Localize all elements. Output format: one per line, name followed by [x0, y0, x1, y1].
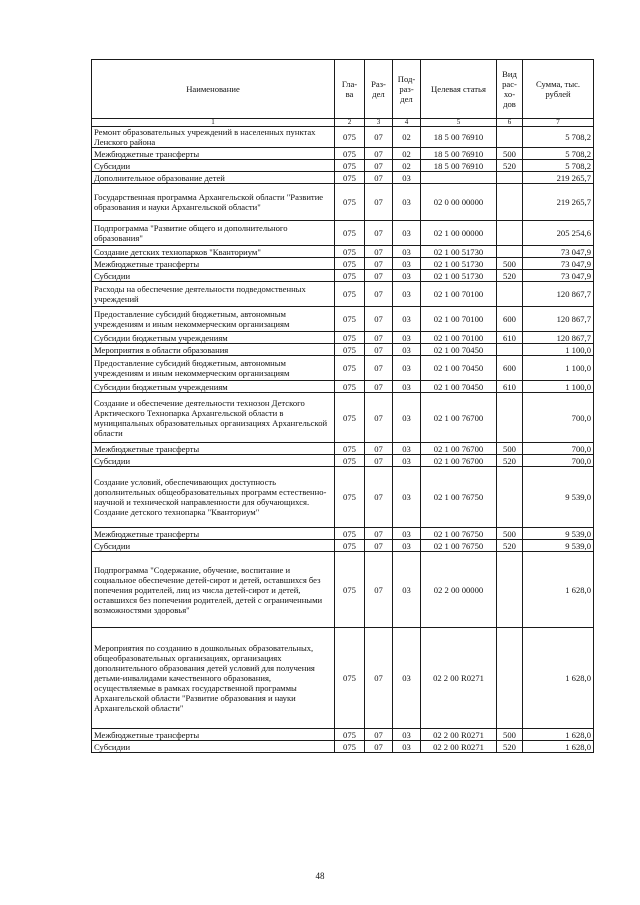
row-sum-cell: 1 628,0: [523, 628, 594, 729]
row-section-cell: 07: [365, 528, 393, 540]
row-expense-type-cell: [497, 282, 523, 307]
budget-table: [91, 59, 594, 753]
row-expense-type-cell: [497, 344, 523, 356]
row-target-cell: 02 1 00 70450: [421, 344, 497, 356]
row-section-cell: 07: [365, 729, 393, 741]
row-target-cell: 02 2 00 R0271: [421, 729, 497, 741]
row-section-cell: 07: [365, 282, 393, 307]
row-sum-cell: 1 100,0: [523, 381, 594, 393]
row-sum-cell: 1 100,0: [523, 356, 594, 381]
row-sum-cell: 9 539,0: [523, 467, 594, 528]
table-row: [92, 172, 594, 184]
row-sum-cell: 9 539,0: [523, 540, 594, 552]
row-subsection-cell: 03: [393, 246, 421, 258]
row-expense-type-cell: [497, 393, 523, 443]
row-sum-cell: 1 628,0: [523, 729, 594, 741]
row-target-cell: 02 1 00 51730: [421, 246, 497, 258]
row-chapter-cell: 075: [335, 344, 365, 356]
row-name-cell: Субсидии бюджетным учреждениям: [92, 332, 335, 344]
row-chapter-cell: 075: [335, 160, 365, 172]
row-section-cell: 07: [365, 221, 393, 246]
row-section-cell: 07: [365, 127, 393, 148]
row-sum-cell: 1 628,0: [523, 552, 594, 628]
row-sum-cell: 1 628,0: [523, 741, 594, 753]
row-chapter-cell: 075: [335, 528, 365, 540]
row-subsection-cell: 03: [393, 270, 421, 282]
row-subsection-cell: 03: [393, 528, 421, 540]
col-number: 1: [92, 119, 335, 127]
row-sum-cell: 120 867,7: [523, 282, 594, 307]
table-row: [92, 344, 594, 356]
row-target-cell: 02 1 00 76700: [421, 443, 497, 455]
row-name-cell: Подпрограмма "Содержание, обучение, воспитание и социальное обеспечение детей-сирот и детей, оставшихся без попечения родителей, лиц из числа детей-сирот и детей, оставшихся без попечения родителей, детей с ограниченными возможностями здоровья": [92, 552, 335, 628]
row-section-cell: 07: [365, 356, 393, 381]
row-chapter-cell: 075: [335, 552, 365, 628]
header-sum: Сумма, тыс. рублей: [523, 60, 594, 119]
table-row: [92, 160, 594, 172]
row-section-cell: 07: [365, 184, 393, 221]
row-subsection-cell: 03: [393, 455, 421, 467]
row-target-cell: 02 1 00 76700: [421, 393, 497, 443]
row-chapter-cell: 075: [335, 455, 365, 467]
row-chapter-cell: 075: [335, 332, 365, 344]
row-subsection-cell: 03: [393, 258, 421, 270]
row-section-cell: 07: [365, 467, 393, 528]
row-expense-type-cell: [497, 221, 523, 246]
row-expense-type-cell: [497, 628, 523, 729]
row-section-cell: 07: [365, 381, 393, 393]
row-section-cell: 07: [365, 172, 393, 184]
row-target-cell: 02 1 00 70100: [421, 282, 497, 307]
row-subsection-cell: 03: [393, 729, 421, 741]
row-name-cell: Дополнительное образование детей: [92, 172, 335, 184]
row-expense-type-cell: [497, 552, 523, 628]
row-chapter-cell: 075: [335, 127, 365, 148]
col-number: 4: [393, 119, 421, 127]
row-subsection-cell: 03: [393, 332, 421, 344]
row-target-cell: 02 1 00 76750: [421, 540, 497, 552]
row-chapter-cell: 075: [335, 148, 365, 160]
row-name-cell: Субсидии: [92, 741, 335, 753]
row-sum-cell: 5 708,2: [523, 127, 594, 148]
row-expense-type-cell: 500: [497, 729, 523, 741]
row-target-cell: 02 1 00 70450: [421, 381, 497, 393]
row-name-cell: Субсидии: [92, 540, 335, 552]
table-row: [92, 628, 594, 729]
row-expense-type-cell: 520: [497, 455, 523, 467]
row-chapter-cell: 075: [335, 741, 365, 753]
row-section-cell: 07: [365, 443, 393, 455]
row-subsection-cell: 03: [393, 381, 421, 393]
row-subsection-cell: 02: [393, 127, 421, 148]
table-row: [92, 455, 594, 467]
row-subsection-cell: 03: [393, 540, 421, 552]
row-name-cell: Мероприятия в области образования: [92, 344, 335, 356]
row-section-cell: 07: [365, 455, 393, 467]
row-chapter-cell: 075: [335, 540, 365, 552]
table-row: [92, 540, 594, 552]
row-section-cell: 07: [365, 270, 393, 282]
row-section-cell: 07: [365, 258, 393, 270]
row-subsection-cell: 03: [393, 184, 421, 221]
col-number: 6: [497, 119, 523, 127]
row-target-cell: 02 1 00 51730: [421, 270, 497, 282]
row-sum-cell: 219 265,7: [523, 172, 594, 184]
row-sum-cell: 73 047,9: [523, 246, 594, 258]
row-sum-cell: 5 708,2: [523, 160, 594, 172]
row-section-cell: 07: [365, 148, 393, 160]
row-chapter-cell: 075: [335, 356, 365, 381]
row-chapter-cell: 075: [335, 221, 365, 246]
row-expense-type-cell: [497, 246, 523, 258]
header-subsection: Под- раз- дел: [393, 60, 421, 119]
row-target-cell: 02 2 00 R0271: [421, 628, 497, 729]
row-target-cell: 02 1 00 76750: [421, 528, 497, 540]
row-name-cell: Создание условий, обеспечивающих доступность дополнительных общеобразовательных программ естественно-научной и технической направленности для обучающихся. Создание детского технопарка "Кванториум": [92, 467, 335, 528]
column-number-row: [92, 119, 594, 127]
row-expense-type-cell: [497, 172, 523, 184]
row-sum-cell: 120 867,7: [523, 307, 594, 332]
row-sum-cell: 120 867,7: [523, 332, 594, 344]
row-target-cell: 02 1 00 76750: [421, 467, 497, 528]
row-expense-type-cell: 500: [497, 148, 523, 160]
table-row: [92, 552, 594, 628]
row-sum-cell: 1 100,0: [523, 344, 594, 356]
col-number: 5: [421, 119, 497, 127]
row-name-cell: Создание детских технопарков "Кванториум": [92, 246, 335, 258]
row-subsection-cell: 03: [393, 467, 421, 528]
table-row: [92, 393, 594, 443]
row-chapter-cell: 075: [335, 443, 365, 455]
row-subsection-cell: 03: [393, 393, 421, 443]
row-target-cell: 02 0 00 00000: [421, 184, 497, 221]
row-sum-cell: 9 539,0: [523, 528, 594, 540]
row-target-cell: 18 5 00 76910: [421, 148, 497, 160]
row-chapter-cell: 075: [335, 172, 365, 184]
header-section: Раз- дел: [365, 60, 393, 119]
table-row: [92, 729, 594, 741]
row-expense-type-cell: 610: [497, 381, 523, 393]
row-name-cell: Межбюджетные трансферты: [92, 443, 335, 455]
row-subsection-cell: 03: [393, 282, 421, 307]
row-chapter-cell: 075: [335, 628, 365, 729]
row-chapter-cell: 075: [335, 729, 365, 741]
header-name: Наименование: [92, 60, 335, 119]
table-row: [92, 467, 594, 528]
table-row: [92, 307, 594, 332]
row-expense-type-cell: [497, 127, 523, 148]
row-target-cell: 18 5 00 76910: [421, 127, 497, 148]
header-chapter: Гла- ва: [335, 60, 365, 119]
row-name-cell: Субсидии: [92, 270, 335, 282]
row-chapter-cell: 075: [335, 381, 365, 393]
row-subsection-cell: 03: [393, 741, 421, 753]
table-row: [92, 246, 594, 258]
row-target-cell: 02 1 00 51730: [421, 258, 497, 270]
table-header-row: [92, 60, 594, 119]
row-subsection-cell: 03: [393, 356, 421, 381]
row-section-cell: 07: [365, 246, 393, 258]
row-expense-type-cell: 520: [497, 270, 523, 282]
table-row: [92, 332, 594, 344]
row-sum-cell: 700,0: [523, 443, 594, 455]
col-number: 3: [365, 119, 393, 127]
row-subsection-cell: 02: [393, 160, 421, 172]
table-row: [92, 443, 594, 455]
table-row: [92, 282, 594, 307]
row-section-cell: 07: [365, 160, 393, 172]
row-target-cell: 02 1 00 70100: [421, 332, 497, 344]
table-row: [92, 148, 594, 160]
row-name-cell: Государственная программа Архангельской области "Развитие образования и науки Архангельской области": [92, 184, 335, 221]
row-section-cell: 07: [365, 628, 393, 729]
row-sum-cell: 73 047,9: [523, 270, 594, 282]
row-name-cell: Межбюджетные трансферты: [92, 528, 335, 540]
row-chapter-cell: 075: [335, 184, 365, 221]
row-expense-type-cell: 500: [497, 258, 523, 270]
row-section-cell: 07: [365, 741, 393, 753]
row-subsection-cell: 03: [393, 307, 421, 332]
row-target-cell: [421, 172, 497, 184]
row-chapter-cell: 075: [335, 467, 365, 528]
row-section-cell: 07: [365, 332, 393, 344]
row-section-cell: 07: [365, 344, 393, 356]
row-expense-type-cell: 500: [497, 443, 523, 455]
row-sum-cell: 700,0: [523, 455, 594, 467]
row-name-cell: Подпрограмма "Развитие общего и дополнительного образования": [92, 221, 335, 246]
row-section-cell: 07: [365, 552, 393, 628]
row-expense-type-cell: 520: [497, 540, 523, 552]
row-expense-type-cell: [497, 467, 523, 528]
row-name-cell: Межбюджетные трансферты: [92, 148, 335, 160]
row-subsection-cell: 03: [393, 344, 421, 356]
row-name-cell: Субсидии: [92, 160, 335, 172]
row-sum-cell: 219 265,7: [523, 184, 594, 221]
row-chapter-cell: 075: [335, 282, 365, 307]
row-target-cell: 02 1 00 76700: [421, 455, 497, 467]
table-row: [92, 381, 594, 393]
table-body: [92, 127, 594, 753]
table-row: [92, 184, 594, 221]
row-name-cell: Предоставление субсидий бюджетным, автономным учреждениям и иным некоммерческим организациям: [92, 356, 335, 381]
row-chapter-cell: 075: [335, 258, 365, 270]
row-expense-type-cell: 600: [497, 307, 523, 332]
col-number: 2: [335, 119, 365, 127]
row-subsection-cell: 03: [393, 443, 421, 455]
row-target-cell: 02 2 00 00000: [421, 552, 497, 628]
row-subsection-cell: 02: [393, 148, 421, 160]
col-number: 7: [523, 119, 594, 127]
header-target: Целевая статья: [421, 60, 497, 119]
row-chapter-cell: 075: [335, 393, 365, 443]
table-row: [92, 528, 594, 540]
row-expense-type-cell: 520: [497, 160, 523, 172]
row-name-cell: Межбюджетные трансферты: [92, 258, 335, 270]
row-sum-cell: 5 708,2: [523, 148, 594, 160]
row-section-cell: 07: [365, 540, 393, 552]
row-expense-type-cell: 500: [497, 528, 523, 540]
table-row: [92, 258, 594, 270]
row-name-cell: Ремонт образовательных учреждений в населенных пунктах Ленского района: [92, 127, 335, 148]
row-target-cell: 02 1 00 70450: [421, 356, 497, 381]
row-target-cell: 02 2 00 R0271: [421, 741, 497, 753]
row-subsection-cell: 03: [393, 552, 421, 628]
row-expense-type-cell: [497, 184, 523, 221]
row-target-cell: 02 1 00 00000: [421, 221, 497, 246]
row-section-cell: 07: [365, 393, 393, 443]
table-row: [92, 356, 594, 381]
page-number: 48: [315, 871, 325, 881]
row-chapter-cell: 075: [335, 246, 365, 258]
table-row: [92, 127, 594, 148]
table-row: [92, 221, 594, 246]
row-subsection-cell: 03: [393, 172, 421, 184]
row-chapter-cell: 075: [335, 307, 365, 332]
row-name-cell: Создание и обеспечение деятельности технозон Детского Арктического Технопарка Архангельской области в муниципальных образовательных организациях Архангельской области: [92, 393, 335, 443]
row-expense-type-cell: 520: [497, 741, 523, 753]
table-row: [92, 741, 594, 753]
row-expense-type-cell: 610: [497, 332, 523, 344]
row-expense-type-cell: 600: [497, 356, 523, 381]
table-row: [92, 270, 594, 282]
row-section-cell: 07: [365, 307, 393, 332]
row-target-cell: 02 1 00 70100: [421, 307, 497, 332]
row-sum-cell: 205 254,6: [523, 221, 594, 246]
header-expense-type: Вид рас- хо- дов: [497, 60, 523, 119]
row-subsection-cell: 03: [393, 628, 421, 729]
row-name-cell: Мероприятия по созданию в дошкольных образовательных, общеобразовательных организациях, организациях дополнительного образования детей условий для получения детьми-инвалидами качественного образования, осуществляемые в рамках государственной программы Архангельской области "Развитие образования и науки Архангельской области": [92, 628, 335, 729]
row-sum-cell: 73 047,9: [523, 258, 594, 270]
row-name-cell: Субсидии бюджетным учреждениям: [92, 381, 335, 393]
row-target-cell: 18 5 00 76910: [421, 160, 497, 172]
row-subsection-cell: 03: [393, 221, 421, 246]
row-chapter-cell: 075: [335, 270, 365, 282]
row-name-cell: Межбюджетные трансферты: [92, 729, 335, 741]
row-name-cell: Предоставление субсидий бюджетным, автономным учреждениям и иным некоммерческим организациям: [92, 307, 335, 332]
row-name-cell: Расходы на обеспечение деятельности подведомственных учреждений: [92, 282, 335, 307]
row-sum-cell: 700,0: [523, 393, 594, 443]
row-name-cell: Субсидии: [92, 455, 335, 467]
